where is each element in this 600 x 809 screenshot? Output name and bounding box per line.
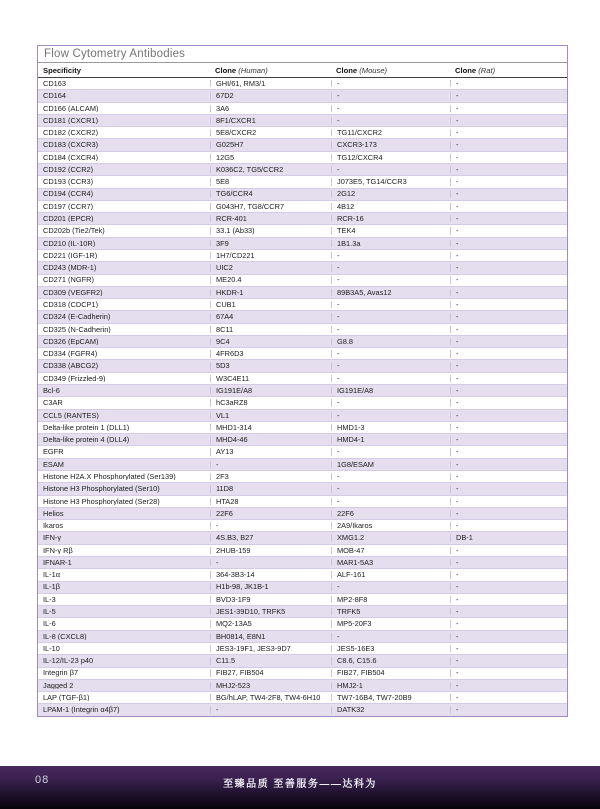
cell-clone-mouse: 4B12 [331, 203, 450, 210]
table-row [38, 680, 567, 692]
cell-clone-mouse: - [331, 80, 450, 87]
cell-clone-human: 5E8/CXCR2 [210, 129, 331, 136]
column-header-clone-human: Clone (Human) [215, 65, 268, 75]
cell-clone-rat: - [450, 362, 569, 369]
cell-specificity: CD163 [43, 79, 67, 88]
table-row [38, 127, 567, 139]
cell-clone-human: 3F9 [210, 240, 331, 247]
cell-clone-human: JES1-39D10, TRFK5 [210, 608, 331, 615]
cell-clone-mouse: TEK4 [331, 227, 450, 234]
cell-clone-rat: - [450, 498, 569, 505]
cell-clone-human: 67D2 [210, 92, 331, 99]
cell-clone-mouse: - [331, 92, 450, 99]
cell-clone-human: C11.5 [210, 657, 331, 664]
cell-clone-rat: - [450, 583, 569, 590]
cell-clone-rat: - [450, 252, 569, 259]
cell-clone-rat: - [450, 608, 569, 615]
cell-clone-mouse: FIB27, FIB504 [331, 669, 450, 676]
table-row [38, 483, 567, 495]
table-row [38, 152, 567, 164]
cell-clone-rat: - [450, 190, 569, 197]
cell-clone-mouse: - [331, 105, 450, 112]
cell-clone-human: 4FR6D3 [210, 350, 331, 357]
cell-clone-mouse: - [331, 583, 450, 590]
cell-specificity: CD338 (ABCG2) [43, 362, 99, 370]
cell-clone-mouse: - [331, 633, 450, 640]
cell-specificity: C3AR [43, 399, 63, 407]
cell-clone-mouse: - [331, 498, 450, 505]
table-row [38, 618, 567, 630]
cell-clone-rat: - [450, 547, 569, 554]
table-row [38, 324, 567, 336]
cell-specificity: IFN-γ Rβ [43, 546, 73, 555]
cell-clone-human: TG6/CCR4 [210, 190, 331, 197]
cell-clone-mouse: - [331, 473, 450, 480]
table-row [38, 496, 567, 508]
cell-clone-mouse: J073E5, TG14/CCR3 [331, 178, 450, 185]
cell-clone-human: W3C4E11 [210, 375, 331, 382]
cell-clone-human: 12G5 [210, 154, 331, 161]
table-row [38, 360, 567, 372]
cell-clone-mouse: MP5-20F3 [331, 620, 450, 627]
cell-clone-rat: - [450, 510, 569, 517]
cell-clone-rat: - [450, 706, 569, 713]
cell-clone-human: G025H7 [210, 141, 331, 148]
table-row [38, 569, 567, 581]
cell-clone-rat: - [450, 92, 569, 99]
cell-clone-mouse: TW7-16B4, TW7-20B9 [331, 694, 450, 701]
table-row [38, 508, 567, 520]
cell-specificity: IL-1β [43, 583, 60, 591]
cell-clone-mouse: - [331, 412, 450, 419]
cell-clone-mouse: TRFK5 [331, 608, 450, 615]
cell-clone-mouse: - [331, 362, 450, 369]
cell-clone-mouse: HMD1-3 [331, 424, 450, 431]
cell-specificity: Integrin β7 [43, 669, 79, 677]
cell-specificity: CD183 (CXCR3) [43, 141, 99, 149]
cell-clone-mouse: 1G8/ESAM [331, 461, 450, 468]
cell-clone-human: H1b-98, JK1B-1 [210, 583, 331, 590]
table-row [38, 459, 567, 471]
cell-specificity: CD166 (ALCAM) [43, 104, 99, 112]
table-row [38, 299, 567, 311]
cell-clone-rat: - [450, 203, 569, 210]
footer-slogan: 至臻品质 至善服务——达科为 [223, 779, 377, 790]
cell-specificity: CD164 [43, 92, 67, 100]
table-row [38, 606, 567, 618]
table-row [38, 557, 567, 569]
cell-clone-rat: DB-1 [450, 534, 569, 541]
cell-clone-rat: - [450, 412, 569, 419]
footer-bar [0, 766, 600, 809]
cell-clone-rat: - [450, 596, 569, 603]
cell-specificity: IL-1α [43, 571, 61, 579]
cell-clone-human: 5D3 [210, 362, 331, 369]
cell-clone-mouse: - [331, 301, 450, 308]
table-row [38, 410, 567, 422]
cell-clone-human: BH0814, E8N1 [210, 633, 331, 640]
cell-clone-rat: - [450, 620, 569, 627]
table-row [38, 692, 567, 704]
cell-clone-rat: - [450, 461, 569, 468]
cell-clone-mouse: - [331, 117, 450, 124]
cell-clone-mouse: - [331, 326, 450, 333]
cell-clone-human: K036C2, TG5/CCR2 [210, 166, 331, 173]
table-row [38, 446, 567, 458]
table-row [38, 348, 567, 360]
table-title: Flow Cytometry Antibodies [38, 46, 567, 63]
cell-clone-mouse: DATK32 [331, 706, 450, 713]
cell-specificity: Delta-like protein 4 (DLL4) [43, 436, 130, 444]
cell-clone-human: 3A6 [210, 105, 331, 112]
cell-clone-rat: - [450, 154, 569, 161]
cell-clone-mouse: IG191E/A8 [331, 387, 450, 394]
cell-clone-human: MQ2-13A5 [210, 620, 331, 627]
cell-clone-mouse: HMD4-1 [331, 436, 450, 443]
cell-specificity: Delta-like protein 1 (DLL1) [43, 423, 130, 432]
cell-specificity: CD181 (CXCR1) [43, 116, 99, 125]
table-row [38, 704, 567, 715]
cell-clone-rat: - [450, 387, 569, 394]
cell-clone-rat: - [450, 669, 569, 676]
table-row [38, 655, 567, 667]
cell-specificity: CD210 (IL-10R) [43, 239, 96, 247]
cell-specificity: CD194 (CCR4) [43, 190, 94, 198]
cell-clone-mouse: C8.6, C15.6 [331, 657, 450, 664]
cell-specificity: Histone H3 Phosphorylated (Ser10) [43, 485, 160, 493]
cell-clone-human: CUB1 [210, 301, 331, 308]
cell-clone-human: MHJ2-523 [210, 682, 331, 689]
cell-specificity: CD184 (CXCR4) [43, 153, 99, 162]
table-row [38, 422, 567, 434]
table-row [38, 434, 567, 446]
cell-specificity: CD197 (CCR7) [43, 202, 94, 211]
cell-clone-human: 67A4 [210, 313, 331, 320]
table-row [38, 201, 567, 213]
cell-clone-human: G043H7, TG8/CCR7 [210, 203, 331, 210]
cell-clone-rat: - [450, 571, 569, 578]
table-row [38, 373, 567, 385]
cell-clone-mouse: - [331, 264, 450, 271]
cell-specificity: CD318 (CDCP1) [43, 301, 99, 309]
flow-cytometry-antibody-table [37, 45, 568, 717]
cell-clone-mouse: CXCR3-173 [331, 141, 450, 148]
cell-clone-mouse: - [331, 350, 450, 357]
cell-clone-human: AY13 [210, 448, 331, 455]
table-row [38, 164, 567, 176]
cell-clone-human: 9C4 [210, 338, 331, 345]
cell-specificity: CD202b (Tie2/Tek) [43, 227, 105, 235]
cell-specificity: CD243 (MDR-1) [43, 264, 97, 272]
cell-specificity: CD326 (EpCAM) [43, 337, 99, 346]
cell-clone-human: 2HUB-159 [210, 547, 331, 554]
cell-clone-mouse: XMG1.2 [331, 534, 450, 541]
cell-clone-rat: - [450, 436, 569, 443]
cell-clone-mouse: 2A9/Ikaros [331, 522, 450, 529]
cell-clone-rat: - [450, 117, 569, 124]
table-row [38, 225, 567, 237]
cell-clone-rat: - [450, 289, 569, 296]
cell-specificity: IL-8 (CXCL8) [43, 632, 87, 640]
cell-clone-rat: - [450, 424, 569, 431]
cell-clone-mouse: JES5-16E3 [331, 645, 450, 652]
cell-clone-rat: - [450, 448, 569, 455]
cell-clone-rat: - [450, 522, 569, 529]
cell-clone-rat: - [450, 80, 569, 87]
cell-clone-rat: - [450, 166, 569, 173]
cell-clone-rat: - [450, 264, 569, 271]
cell-clone-mouse: - [331, 313, 450, 320]
column-header-specificity: Specificity [43, 65, 81, 75]
cell-specificity: LPAM-1 (Integrin α4β7) [43, 706, 120, 714]
cell-clone-mouse: G8.8 [331, 338, 450, 345]
table-row [38, 520, 567, 532]
cell-clone-rat: - [450, 240, 569, 247]
table-row [38, 90, 567, 102]
cell-clone-human: - [210, 559, 331, 566]
cell-specificity: IFN-γ [43, 534, 62, 542]
cell-specificity: Histone H2A.X Phosphorylated (Ser139) [43, 472, 176, 481]
cell-clone-mouse: - [331, 375, 450, 382]
cell-specificity: Jagged 2 [43, 681, 74, 690]
cell-clone-human: 33.1 (Ab33) [210, 227, 331, 234]
cell-specificity: CD309 (VEGFR2) [43, 288, 103, 297]
cell-clone-human: 22F6 [210, 510, 331, 517]
cell-specificity: CD349 (Frizzled-9) [43, 374, 106, 383]
table-row [38, 311, 567, 323]
table-row [38, 594, 567, 606]
cell-clone-human: 5E8 [210, 178, 331, 185]
table-row [38, 545, 567, 557]
cell-specificity: LAP (TGF-β1) [43, 694, 90, 702]
table-row [38, 176, 567, 188]
cell-clone-human: 364-3B3-14 [210, 571, 331, 578]
cell-specificity: CD334 (FGFR4) [43, 350, 98, 358]
cell-specificity: IL-10 [43, 644, 60, 653]
cell-specificity: CD182 (CXCR2) [43, 129, 99, 137]
table-row [38, 397, 567, 409]
cell-clone-mouse: 1B1.3a [331, 240, 450, 247]
cell-clone-mouse: - [331, 448, 450, 455]
cell-clone-human: 8F1/CXCR1 [210, 117, 331, 124]
cell-clone-human: FIB27, FIB504 [210, 669, 331, 676]
table-row [38, 643, 567, 655]
table-body [38, 78, 567, 716]
cell-clone-rat: - [450, 350, 569, 357]
cell-specificity: CD192 (CCR2) [43, 165, 94, 174]
cell-specificity: IFNAR-1 [43, 558, 72, 567]
cell-clone-rat: - [450, 657, 569, 664]
column-header-clone-rat: Clone (Rat) [455, 65, 496, 75]
cell-clone-mouse: 22F6 [331, 510, 450, 517]
cell-clone-human: 11D8 [210, 485, 331, 492]
cell-clone-mouse: RCR-16 [331, 215, 450, 222]
cell-clone-rat: - [450, 338, 569, 345]
cell-clone-human: HKDR-1 [210, 289, 331, 296]
cell-clone-rat: - [450, 399, 569, 406]
cell-specificity: CD271 (NGFR) [43, 276, 94, 284]
table-row [38, 115, 567, 127]
cell-clone-rat: - [450, 473, 569, 480]
cell-clone-mouse: 89B3A5, Avas12 [331, 289, 450, 296]
table-row [38, 287, 567, 299]
cell-specificity: IL-12/IL-23 p40 [43, 657, 94, 665]
cell-clone-human: 8C11 [210, 326, 331, 333]
cell-clone-human: 2F3 [210, 473, 331, 480]
cell-clone-human: BG/hLAP, TW4-2F8, TW4-6H10 [210, 694, 331, 701]
cell-clone-human: ME20.4 [210, 276, 331, 283]
cell-clone-rat: - [450, 645, 569, 652]
cell-clone-rat: - [450, 559, 569, 566]
cell-clone-human: - [210, 706, 331, 713]
table-row [38, 213, 567, 225]
cell-specificity: ESAM [43, 460, 64, 469]
table-row [38, 262, 567, 274]
cell-clone-mouse: ALF-161 [331, 571, 450, 578]
table-row [38, 78, 567, 90]
cell-clone-human: UIC2 [210, 264, 331, 271]
table-row [38, 631, 567, 643]
cell-clone-human: MHD1-314 [210, 424, 331, 431]
cell-clone-human: BVD3-1F9 [210, 596, 331, 603]
table-row [38, 385, 567, 397]
cell-clone-mouse: - [331, 399, 450, 406]
table-row [38, 238, 567, 250]
cell-clone-mouse: - [331, 252, 450, 259]
cell-specificity: IL-6 [43, 620, 56, 628]
table-header-row [38, 63, 567, 78]
cell-specificity: IL-3 [43, 595, 56, 604]
table-row [38, 471, 567, 483]
cell-clone-human: 1H7/CD221 [210, 252, 331, 259]
cell-clone-mouse: TG12/CXCR4 [331, 154, 450, 161]
cell-clone-mouse: - [331, 166, 450, 173]
table-row [38, 336, 567, 348]
cell-clone-rat: - [450, 485, 569, 492]
cell-specificity: Histone H3 Phosphorylated (Ser28) [43, 497, 160, 505]
cell-clone-human: GHI/61, RM3/1 [210, 80, 331, 87]
cell-clone-human: - [210, 461, 331, 468]
cell-clone-rat: - [450, 178, 569, 185]
column-header-clone-mouse: Clone (Mouse) [336, 65, 388, 75]
cell-specificity: CD325 (N-Cadherin) [43, 325, 111, 333]
cell-clone-human: IG191E/A8 [210, 387, 331, 394]
table-row [38, 668, 567, 680]
page-number: 08 [35, 774, 50, 786]
cell-clone-mouse: MOB-47 [331, 547, 450, 554]
cell-clone-rat: - [450, 301, 569, 308]
cell-clone-rat: - [450, 129, 569, 136]
cell-clone-human: hC3aRZ8 [210, 399, 331, 406]
table-row [38, 532, 567, 544]
cell-clone-rat: - [450, 682, 569, 689]
cell-specificity: CD221 (IGF-1R) [43, 251, 98, 260]
cell-clone-mouse: 2G12 [331, 190, 450, 197]
cell-clone-rat: - [450, 633, 569, 640]
table-row [38, 139, 567, 151]
cell-clone-rat: - [450, 141, 569, 148]
cell-clone-rat: - [450, 227, 569, 234]
cell-clone-mouse: - [331, 485, 450, 492]
cell-specificity: CCL5 (RANTES) [43, 411, 99, 419]
cell-clone-mouse: HMJ2-1 [331, 682, 450, 689]
cell-clone-human: - [210, 522, 331, 529]
cell-specificity: CD193 (CCR3) [43, 178, 94, 186]
cell-clone-mouse: - [331, 276, 450, 283]
cell-specificity: CD324 (E-Cadherin) [43, 313, 111, 321]
cell-clone-human: MHD4-46 [210, 436, 331, 443]
table-row [38, 582, 567, 594]
cell-clone-human: 4S.B3, B27 [210, 534, 331, 541]
cell-clone-human: VL1 [210, 412, 331, 419]
cell-specificity: CD201 (EPCR) [43, 215, 94, 223]
cell-clone-human: JES3-19F1, JES3-9D7 [210, 645, 331, 652]
cell-specificity: Ikaros [43, 522, 64, 530]
cell-clone-rat: - [450, 694, 569, 701]
cell-specificity: IL-5 [43, 608, 56, 616]
table-row [38, 189, 567, 201]
cell-clone-human: HTA28 [210, 498, 331, 505]
cell-clone-rat: - [450, 276, 569, 283]
cell-clone-rat: - [450, 375, 569, 382]
cell-specificity: Bcl-6 [43, 386, 60, 395]
cell-clone-mouse: MP2-8F8 [331, 596, 450, 603]
cell-clone-rat: - [450, 215, 569, 222]
cell-clone-mouse: TG11/CXCR2 [331, 129, 450, 136]
cell-specificity: EGFR [43, 448, 64, 456]
table-row [38, 275, 567, 287]
cell-clone-rat: - [450, 326, 569, 333]
cell-clone-human: RCR-401 [210, 215, 331, 222]
cell-clone-rat: - [450, 105, 569, 112]
cell-clone-mouse: MAR1-5A3 [331, 559, 450, 566]
table-row [38, 250, 567, 262]
table-row [38, 103, 567, 115]
cell-specificity: Helios [43, 509, 64, 518]
cell-clone-rat: - [450, 313, 569, 320]
